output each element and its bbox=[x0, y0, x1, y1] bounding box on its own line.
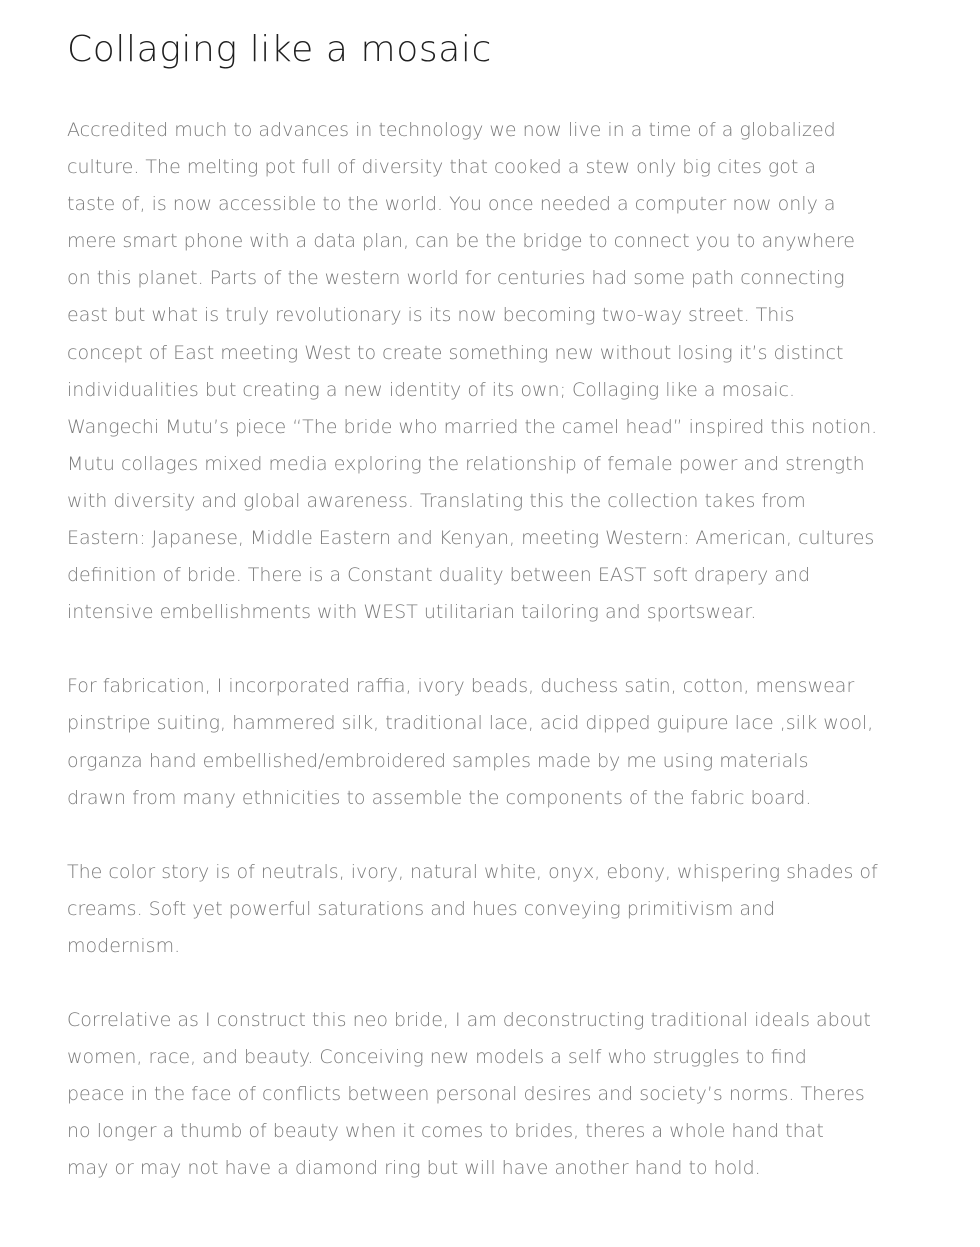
paragraph-line: The color story is of neutrals, ivory, natural white, onyx, ebony, whispering shades of bbox=[67, 860, 878, 883]
paragraph bbox=[67, 112, 947, 631]
page-title: Collaging like a mosaic bbox=[67, 29, 492, 70]
paragraph-line: Accredited much to advances in technology we now live in a time of a globalized bbox=[67, 119, 836, 141]
paragraph-line: may or may not have a diamond ring but will have another hand to hold. bbox=[67, 1157, 761, 1180]
paragraph-line: intensive embellishments with WEST utilitarian tailoring and sportswear. bbox=[67, 601, 757, 624]
paragraph bbox=[67, 1002, 947, 1187]
body-text bbox=[67, 112, 947, 1224]
paragraph-line: individualities but creating a new identity of its own; Collaging like a mosaic. bbox=[67, 378, 796, 401]
paragraph-line: Mutu collages mixed media exploring the relationship of female power and strength bbox=[67, 452, 865, 475]
paragraph-line: Wangechi Mutu’s piece “The bride who married the camel head” inspired this notion. bbox=[67, 415, 878, 438]
paragraph-line: women, race, and beauty. Conceiving new models a self who struggles to find bbox=[67, 1046, 807, 1069]
paragraph-line: drawn from many ethnicities to assemble the components of the fabric board. bbox=[67, 786, 812, 809]
paragraph-line: taste of, is now accessible to the world. You once needed a computer now only a bbox=[67, 193, 836, 216]
paragraph-line: mere smart phone with a data plan, can be the bridge to connect you to anywhere bbox=[67, 230, 855, 253]
paragraph-line: Correlative as I construct this neo bride, I am deconstructing traditional ideals about bbox=[67, 1008, 871, 1031]
paragraph-line: modernism. bbox=[67, 934, 181, 957]
paragraph-line: peace in the face of conflicts between personal desires and society’s norms. Theres bbox=[67, 1083, 865, 1106]
paragraph-line: organza hand embellished/embroidered samples made by me using materials bbox=[67, 749, 809, 772]
paragraph-line: on this planet. Parts of the western world for centuries had some path connecting bbox=[67, 267, 845, 290]
paragraph-line: definition of bride. There is a Constant duality between EAST soft drapery and bbox=[67, 564, 811, 587]
paragraph bbox=[67, 668, 947, 816]
paragraph-line: east but what is truly revolutionary is its now becoming two-way street. This bbox=[67, 304, 795, 327]
paragraph bbox=[67, 854, 947, 965]
paragraph-line: no longer a thumb of beauty when it comes to brides, theres a whole hand that bbox=[67, 1120, 824, 1143]
paragraph-line: pinstripe suiting, hammered silk, traditional lace, acid dipped guipure lace ,silk wool, bbox=[67, 712, 874, 735]
paragraph-line: culture. The melting pot full of diversity that cooked a stew only big cites got a bbox=[67, 156, 817, 179]
paragraph-line: with diversity and global awareness. Translating this the collection takes from bbox=[67, 489, 806, 512]
paragraph-line: For fabrication, I incorporated raffia, ivory beads, duchess satin, cotton, menswear bbox=[67, 675, 855, 698]
paragraph-line: concept of East meeting West to create something new without losing it’s distinct bbox=[67, 341, 844, 364]
paragraph-line: Eastern: Japanese, Middle Eastern and Kenyan, meeting Western: American, cultures bbox=[67, 527, 875, 550]
paragraph-line: creams. Soft yet powerful saturations and hues conveying primitivism and bbox=[67, 897, 776, 920]
